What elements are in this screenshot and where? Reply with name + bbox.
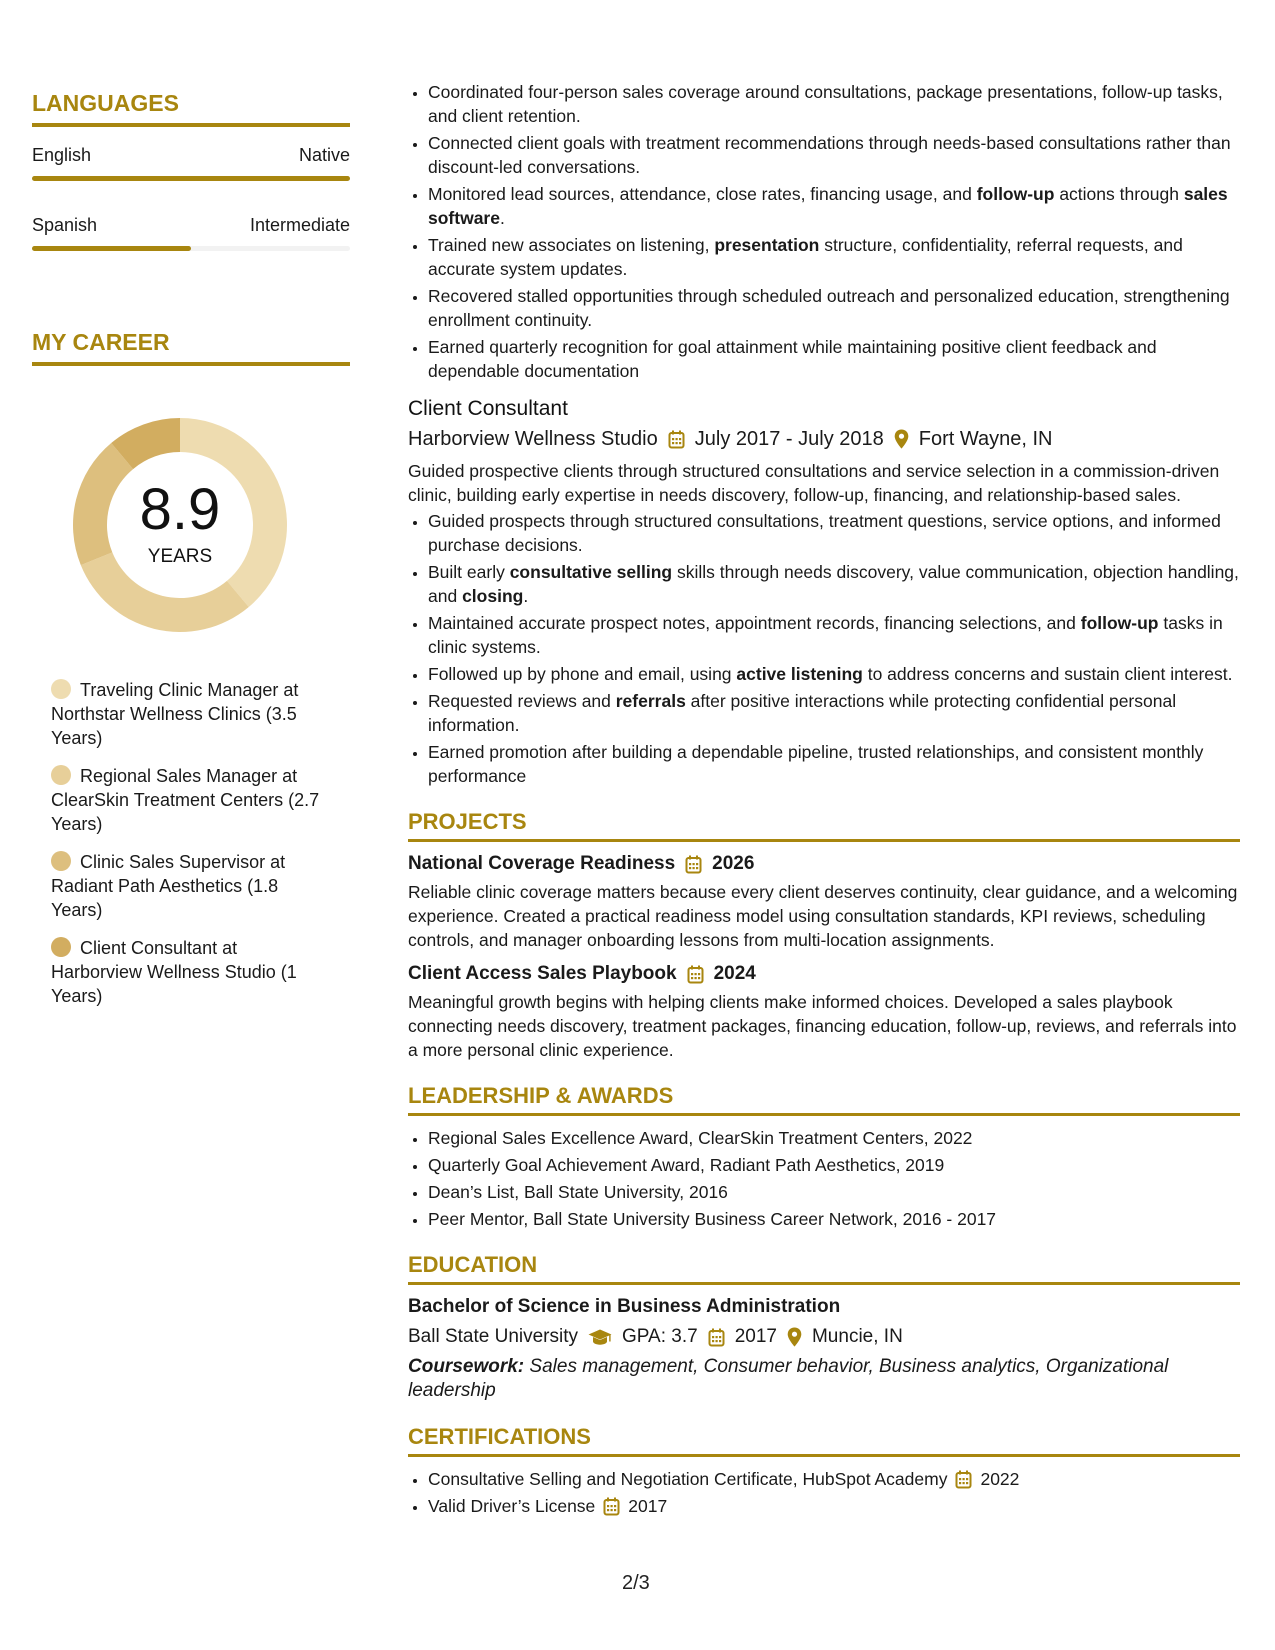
education-school: Ball State University — [408, 1326, 579, 1347]
language-level-fill — [32, 246, 191, 251]
bullet-text: Recovered stalled opportunities through scheduled outreach and personalized education, strengthening enrollment continuity. — [428, 286, 1230, 330]
bullet-text: Earned quarterly recognition for goal attainment while maintaining positive client feedback and dependable documentation — [428, 337, 1157, 381]
language-level-bar — [32, 176, 350, 181]
bullet-item — [428, 740, 1240, 788]
bullet-text: Earned promotion after building a dependable pipeline, trusted relationships, and consistent monthly performance — [428, 742, 1204, 786]
bullet-item — [428, 131, 1240, 179]
bullet-item — [428, 560, 1240, 608]
award-item: • Peer Mentor, Ball State University Business Career Network, 2016 - 2017 — [428, 1207, 1240, 1231]
bullet-text: structure, confidentiality, referral requests, and accurate system updates. — [428, 235, 1183, 279]
certification-name: • Consultative Selling and Negotiation Certificate, HubSpot Academy — [428, 1469, 948, 1489]
calendar-icon — [687, 965, 704, 984]
job-title: Client Consultant — [408, 397, 568, 420]
project-year: 2026 — [712, 853, 755, 874]
career-total-unit: YEARS — [147, 546, 213, 567]
main-content — [408, 80, 1240, 1521]
legend-dot — [51, 765, 71, 785]
bullet-text: . — [523, 586, 529, 606]
bullet-text: actions through — [1054, 184, 1184, 204]
bold-keyword: follow-up — [976, 184, 1055, 204]
bullet-item — [428, 284, 1240, 332]
bullet-text: skills through needs discovery, value communication, objection handling, and — [428, 562, 1239, 606]
bullet-text: Coordinated four-person sales coverage around consultations, package presentations, follow-up tasks, and client retention. — [428, 82, 1223, 126]
bold-keyword: follow-up — [1080, 613, 1159, 633]
career-heading: MY CAREER — [32, 329, 350, 366]
language-level-bar — [32, 246, 350, 251]
legend-dot — [51, 679, 71, 699]
bullet-item — [428, 662, 1240, 686]
bullet-text: Built early — [428, 562, 510, 582]
bullet-text: Trained new associates on listening, — [428, 235, 715, 255]
job-summary: Guided prospective clients through structured consultations and service selection in a commission-driven clinic, building early expertise in needs discovery, follow-up, financing, and relationship-based sales. — [408, 461, 1220, 505]
career-legend-item — [51, 850, 321, 922]
languages-heading: LANGUAGES — [32, 90, 350, 127]
project-name: Client Access Sales Playbook — [408, 963, 677, 984]
project-description: Reliable clinic coverage matters because every client deserves continuity, clear guidance, and a welcoming experience. Created a practical readiness model using consultation standards, KPI reviews, scheduling controls, and manager onboarding lessons from multi-location assignments. — [408, 882, 1238, 950]
bullet-text: Monitored lead sources, attendance, close rates, financing usage, and — [428, 184, 977, 204]
bullet-text: Maintained accurate prospect notes, appointment records, financing selections, and — [428, 613, 1081, 633]
coursework-text: Sales management, Consumer behavior, Business analytics, Organizational leadership — [408, 1356, 1169, 1401]
job-bullets — [408, 509, 1240, 788]
bullet-text: . — [499, 208, 505, 228]
language-level: Intermediate — [249, 215, 350, 235]
bullet-text: Requested reviews and — [428, 691, 616, 711]
bullet-item — [428, 689, 1240, 737]
graduation-cap-icon — [588, 1329, 612, 1346]
bullet-item — [428, 509, 1240, 557]
legend-label: Traveling Clinic Manager at Northstar Wellness Clinics (3.5 Years) — [51, 680, 299, 748]
career-donut-chart — [65, 410, 295, 640]
education-coursework — [408, 1355, 1240, 1403]
location-pin-icon — [894, 429, 909, 449]
bullet-text: after positive interactions while protecting confidential personal information. — [428, 691, 1177, 735]
bullet-text: Connected client goals with treatment recommendations through needs-based consultations rather than discount-led conversations. — [428, 133, 1231, 177]
legend-label: Regional Sales Manager at ClearSkin Treatment Centers (2.7 Years) — [51, 766, 320, 834]
page-number: 2/3 — [622, 1572, 650, 1594]
project-year: 2024 — [713, 963, 756, 984]
bullet-text: Guided prospects through structured consultations, treatment questions, service options, and informed purchase decisions. — [428, 511, 1221, 555]
certification-item — [428, 1467, 1240, 1491]
project-header — [408, 962, 1240, 986]
bullet-text: tasks in clinic systems. — [428, 613, 1223, 657]
awards-heading: LEADERSHIP & AWARDS — [408, 1084, 1240, 1116]
certification-line — [428, 1494, 667, 1518]
bold-keyword: sales software — [428, 184, 1228, 228]
award-item: • Dean’s List, Ball State University, 2016 — [428, 1180, 1240, 1204]
career-legend-item — [51, 936, 321, 1008]
projects-list — [408, 852, 1240, 1062]
education-meta — [408, 1325, 1240, 1349]
award-item: • Quarterly Goal Achievement Award, Radiant Path Aesthetics, 2019 — [428, 1153, 1240, 1177]
education-year: 2017 — [734, 1326, 777, 1347]
education-location: Muncie, IN — [811, 1326, 903, 1347]
language-level: Native — [298, 145, 350, 165]
bullet-item — [428, 233, 1240, 281]
award-item: • Regional Sales Excellence Award, ClearSkin Treatment Centers, 2022 — [428, 1126, 1240, 1150]
education-degree: Bachelor of Science in Business Administration — [408, 1296, 841, 1317]
bullet-item — [428, 80, 1240, 128]
education-heading: EDUCATION — [408, 1253, 1240, 1285]
certification-year: 2022 — [980, 1469, 1020, 1489]
certification-item — [428, 1494, 1240, 1518]
calendar-icon — [685, 855, 702, 874]
job-location: Fort Wayne, IN — [918, 428, 1053, 450]
project-description: Meaningful growth begins with helping clients make informed choices. Developed a sales playbook connecting needs discovery, treatment packages, financing education, follow-up, reviews, and referrals into a more personal clinic experience. — [408, 992, 1237, 1060]
career-legend-item — [51, 678, 321, 750]
project-header — [408, 852, 1240, 876]
education-gpa: GPA: 3.7 — [622, 1326, 698, 1347]
projects-heading: PROJECTS — [408, 810, 1240, 842]
calendar-icon — [955, 1470, 972, 1489]
legend-dot — [51, 851, 71, 871]
bullet-item — [428, 335, 1240, 383]
bold-keyword: closing — [462, 586, 524, 606]
certification-year: 2017 — [628, 1496, 668, 1516]
legend-label: Client Consultant at Harborview Wellness Studio (1 Years) — [51, 938, 297, 1006]
bullet-text: to address concerns and sustain client interest. — [862, 664, 1233, 684]
bullet-item — [428, 182, 1240, 230]
calendar-icon — [708, 1328, 725, 1347]
certifications-list — [408, 1467, 1240, 1518]
language-row — [32, 145, 350, 166]
calendar-icon — [603, 1497, 620, 1516]
calendar-icon — [668, 430, 685, 449]
project-name: National Coverage Readiness — [408, 853, 676, 874]
coursework-label: Coursework: — [408, 1356, 525, 1377]
bold-keyword: consultative selling — [509, 562, 673, 582]
certification-line — [428, 1467, 1019, 1491]
previous-job-bullets — [408, 80, 1240, 383]
legend-dot — [51, 937, 71, 957]
certification-name: • Valid Driver’s License — [428, 1496, 596, 1516]
language-name: Spanish — [32, 215, 98, 235]
bold-keyword: active listening — [736, 664, 863, 684]
awards-list — [408, 1126, 1240, 1231]
language-name: English — [32, 145, 92, 165]
bullet-text: Followed up by phone and email, using — [428, 664, 737, 684]
languages-list — [32, 145, 350, 251]
language-level-fill — [32, 176, 350, 181]
bold-keyword: presentation — [714, 235, 820, 255]
legend-label: Clinic Sales Supervisor at Radiant Path Aesthetics (1.8 Years) — [51, 852, 286, 920]
job-meta — [408, 427, 1240, 451]
career-total-years: 8.9 — [139, 477, 221, 542]
bold-keyword: referrals — [615, 691, 686, 711]
career-legend — [51, 678, 321, 1008]
career-legend-item — [51, 764, 321, 836]
certifications-heading: CERTIFICATIONS — [408, 1425, 1240, 1457]
location-pin-icon — [787, 1327, 802, 1347]
sidebar — [32, 90, 350, 1022]
bullet-item — [428, 611, 1240, 659]
job-company: Harborview Wellness Studio — [408, 428, 658, 450]
language-row — [32, 215, 350, 236]
job-dates: July 2017 - July 2018 — [694, 428, 884, 450]
